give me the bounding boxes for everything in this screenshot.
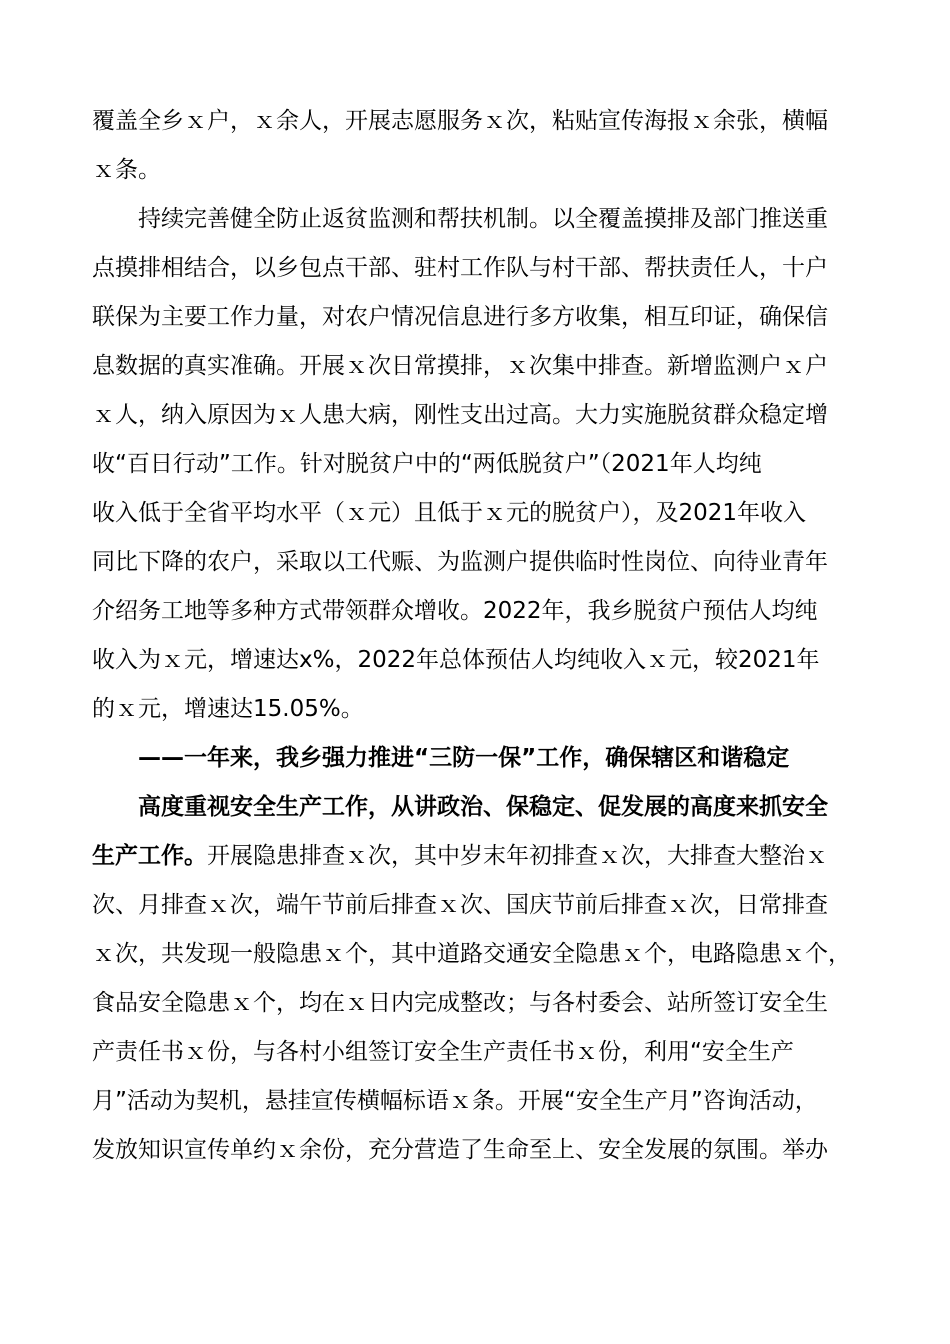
paragraph-1-line-2: [92, 146, 862, 195]
paragraph-2-line-11: [92, 685, 862, 734]
paragraph-2-line-10: [92, 636, 862, 685]
text-span: 同比下降的农户，采取以工代赈、为监测户提供临时性岗位、向待业青年: [92, 549, 828, 575]
text-span: ｘ条。: [92, 157, 161, 183]
text-span: 息数据的真实准确。开展ｘ次日常摸排，ｘ次集中排查。新增监测户ｘ户: [92, 353, 828, 379]
text-span: 覆盖全乡ｘ户，ｘ余人，开展志愿服务ｘ次，粘贴宣传海报ｘ余张，横幅: [92, 108, 828, 134]
document-page: [92, 97, 862, 1175]
paragraph-3-line-5: [92, 979, 862, 1028]
text-span: 介绍务工地等多种方式带领群众增收。2022年，我乡脱贫户预估人均纯: [92, 598, 818, 624]
text-span: 产责任书ｘ份，与各村小组签订安全生产责任书ｘ份，利用“安全生产: [92, 1039, 794, 1065]
text-span: 收“百日行动”工作。针对脱贫户中的“两低脱贫户”（2021年人均纯: [92, 451, 762, 477]
text-span: 的ｘ元，增速达15.05%。: [92, 696, 364, 722]
paragraph-3-line-8: [92, 1126, 862, 1175]
paragraph-3-line-3: [92, 881, 862, 930]
paragraph-3-line-2: [92, 832, 862, 881]
text-span: 收入低于全省平均水平（ｘ元）且低于ｘ元的脱贫户），及2021年收入: [92, 500, 807, 526]
text-span: 次、月排查ｘ次，端午节前后排查ｘ次、国庆节前后排查ｘ次，日常排查: [92, 892, 828, 918]
paragraph-2-line-1: [92, 195, 862, 244]
heading-text: ——一年来，我乡强力推进“三防一保”工作，确保辖区和谐稳定: [138, 745, 790, 771]
paragraph-3-line-6: [92, 1028, 862, 1077]
paragraph-2-line-9: [92, 587, 862, 636]
text-span: 高度重视安全生产工作，从讲政治、保稳定、促发展的高度来抓安全: [138, 794, 828, 820]
text-span: 持续完善健全防止返贫监测和帮扶机制。以全覆盖摸排及部门推送重: [138, 206, 828, 232]
paragraph-2-line-4: [92, 342, 862, 391]
text-span: 开展隐患排查ｘ次，其中岁末年初排查ｘ次，大排查大整治ｘ: [207, 843, 828, 869]
paragraph-2-line-3: [92, 293, 862, 342]
text-span: 月”活动为契机，悬挂宣传横幅标语ｘ条。开展“安全生产月”咨询活动，: [92, 1088, 818, 1114]
text-span: 联保为主要工作力量，对农户情况信息进行多方收集，相互印证，确保信: [92, 304, 828, 330]
paragraph-3-line-4: [92, 930, 862, 979]
text-span: ｘ人，纳入原因为ｘ人患大病，刚性支出过高。大力实施脱贫群众稳定增: [92, 402, 828, 428]
text-span: ｘ次，共发现一般隐患ｘ个，其中道路交通安全隐患ｘ个，电路隐患ｘ个，: [92, 941, 851, 967]
text-span: 收入为ｘ元，增速达x%，2022年总体预估人均纯收入ｘ元，较2021年: [92, 647, 820, 673]
paragraph-3-line-1: [92, 783, 862, 832]
paragraph-2-line-7: [92, 489, 862, 538]
section-heading: [92, 734, 862, 783]
paragraph-2-line-5: [92, 391, 862, 440]
paragraph-3-line-7: [92, 1077, 862, 1126]
paragraph-2-line-2: [92, 244, 862, 293]
text-span: 点摸排相结合，以乡包点干部、驻村工作队与村干部、帮扶责任人，十户: [92, 255, 828, 281]
paragraph-2-line-6: [92, 440, 862, 489]
paragraph-2-line-8: [92, 538, 862, 587]
text-span: 食品安全隐患ｘ个，均在ｘ日内完成整改；与各村委会、站所签订安全生: [92, 990, 828, 1016]
text-span: 发放知识宣传单约ｘ余份，充分营造了生命至上、安全发展的氛围。举办: [92, 1137, 828, 1163]
paragraph-1-line-1: [92, 97, 862, 146]
bold-lead-text: 生产工作。: [92, 843, 207, 869]
